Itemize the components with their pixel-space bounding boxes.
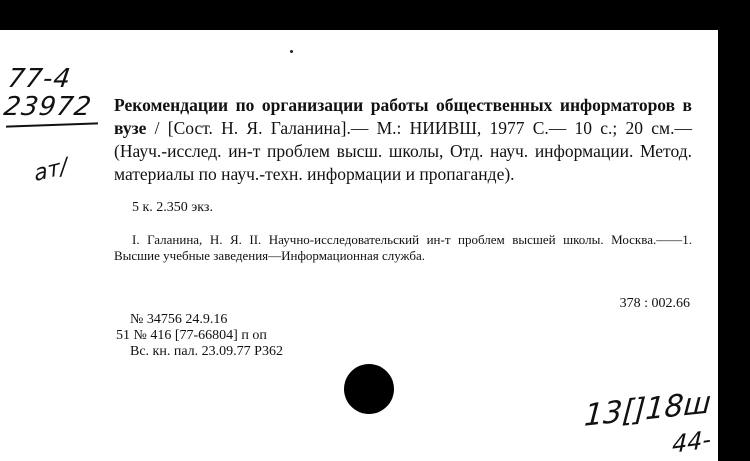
entry-title: Рекомендации по организации работы общественных информаторов в вузе [114, 95, 692, 138]
registry-line-3: Вс. кн. пал. 23.09.77 Р362 [130, 344, 283, 359]
handwritten-mark: ат/ [33, 153, 69, 188]
scan-border-top [0, 0, 750, 30]
bibliographic-entry [114, 94, 692, 186]
tracing-text: I. Галанина, Н. Я. II. Научно-исследовательский ин-т проблем высшей школы. Москва.——1. Высшие учебные заведения—Информационная служба. [114, 232, 692, 263]
registry-line-1: № 34756 24.9.16 [130, 312, 228, 327]
handwritten-bottom-note-2: 44- [671, 425, 712, 459]
scan-border-right [718, 30, 750, 461]
handwritten-underline [6, 122, 98, 127]
entry-description: / [Сост. Н. Я. Галанина].— М.: НИИВШ, 1977 С.— 10 с.; 20 см.— (Науч.-исслед. ин-т проблем высш. школы, Отд. науч. информации. Метод. материалы по науч.-техн. информации и пропаганде). [114, 118, 692, 184]
udc-index: 378 : 002.66 [619, 296, 690, 311]
handwritten-bottom-note: 13[]18ш [583, 385, 713, 434]
speck [290, 50, 293, 53]
registry-line-2: 51 № 416 [77-66804] п оп [116, 328, 267, 343]
catalog-card [0, 30, 718, 461]
registry-block [116, 312, 283, 360]
handwritten-call-number: 77-4 [5, 64, 74, 94]
copies-and-print-run: 5 к. 2.350 экз. [132, 200, 213, 215]
punch-hole [344, 364, 394, 414]
handwritten-inventory-number: 23972 [1, 92, 94, 122]
